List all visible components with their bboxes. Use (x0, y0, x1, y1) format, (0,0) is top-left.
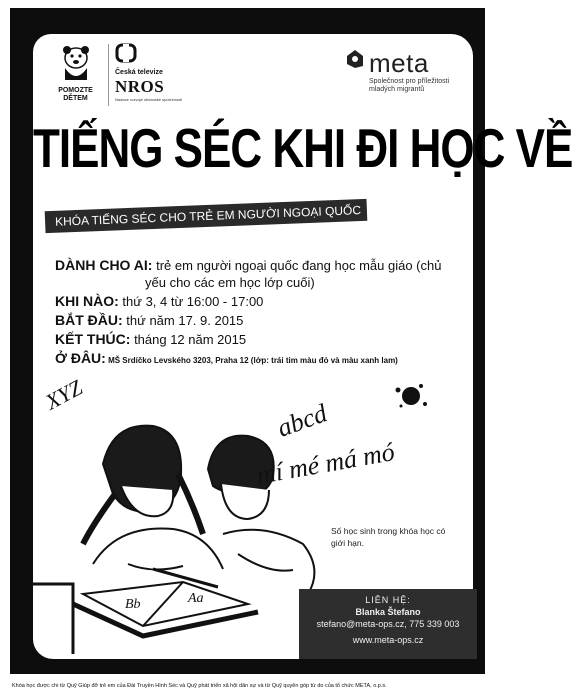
book-right-letters: Aa (188, 591, 204, 606)
poster-title: TIẾNG SÉC KHI ĐI HỌC VỀ (33, 118, 572, 180)
where-label: Ở ĐÂU: (55, 350, 106, 366)
course-info (55, 257, 465, 371)
pomozte-detem-logo (48, 44, 103, 106)
course-banner-text: KHÓA TIẾNG SÉC CHO TRẺ EM NGƯỜI NGOẠI QUỐC (54, 203, 362, 229)
nros-subtitle: Nadace rozvoje občanské společnosti (115, 97, 183, 102)
poster-content (33, 34, 572, 659)
contact-email-phone: stefano@meta-ops.cz, 775 339 003 (316, 619, 460, 629)
decor-syllables: mí mé má mó (254, 437, 397, 490)
bear-mascot-icon (59, 44, 93, 82)
meta-subtitle: Společnost pro příležitosti mladých migrantů (369, 78, 450, 93)
info-row-for (55, 257, 465, 291)
for-label: DÀNH CHO AI: (55, 257, 153, 273)
for-value-line1: trẻ em người ngoại quốc đang học mẫu giáo (chủ (156, 258, 442, 273)
pomozte-detem-caption: POMOZTE DĚTEM (58, 87, 93, 102)
info-row-where (55, 350, 465, 369)
girl-drawing (83, 426, 223, 570)
for-value-line2: yếu cho các em học lớp cuối) (145, 275, 315, 290)
end-value: tháng 12 năm 2015 (134, 332, 247, 347)
contact-name: Blanka Štefano (355, 607, 421, 617)
meta-logo (345, 44, 465, 104)
funding-footer: Khóa học được chi từ Quỹ Giúp đỡ trẻ em của Đài Truyền Hình Séc và Quỹ phát triển xã hội dân sự và từ Quỹ quyên góp từ do của tổ chức META, o.p.s. (12, 683, 387, 689)
contact-box (299, 589, 477, 659)
ceska-televize-icon (115, 44, 137, 62)
open-book-drawing (73, 582, 258, 636)
ceska-televize-name: Česká televize (115, 69, 163, 76)
when-label: KHI NÀO: (55, 293, 119, 309)
decor-abcd: abcd (273, 398, 331, 443)
where-value: MŠ Srdíčko Levského 3203, Praha 12 (lớp: trái tim màu đỏ và màu xanh lam) (108, 356, 398, 365)
course-banner (45, 199, 368, 233)
meta-wordmark: meta (369, 48, 429, 78)
info-row-end (55, 331, 465, 348)
decor-xyz: XYZ (41, 374, 87, 415)
poster-black-frame (10, 8, 572, 674)
start-label: BẮT ĐẦU: (55, 312, 123, 328)
info-row-start (55, 312, 465, 329)
nros-name: NROS (115, 77, 165, 96)
ink-splat-icon (396, 384, 428, 408)
end-label: KẾT THÚC: (55, 331, 131, 347)
when-value: thứ 3, 4 từ 16:00 - 17:00 (122, 294, 264, 309)
meta-mark-icon (345, 48, 365, 70)
start-value: thứ năm 17. 9. 2015 (126, 313, 244, 328)
book-left-letters: Bb (125, 597, 141, 612)
limited-seats-note: Số học sinh trong khóa học có giới hạn. (331, 526, 446, 548)
info-row-when (55, 293, 465, 310)
ct-nros-logo (108, 44, 195, 106)
contact-heading: LIÊN HỆ: (365, 595, 411, 605)
desk-edge (33, 584, 73, 654)
contact-website: www.meta-ops.cz (352, 635, 424, 645)
